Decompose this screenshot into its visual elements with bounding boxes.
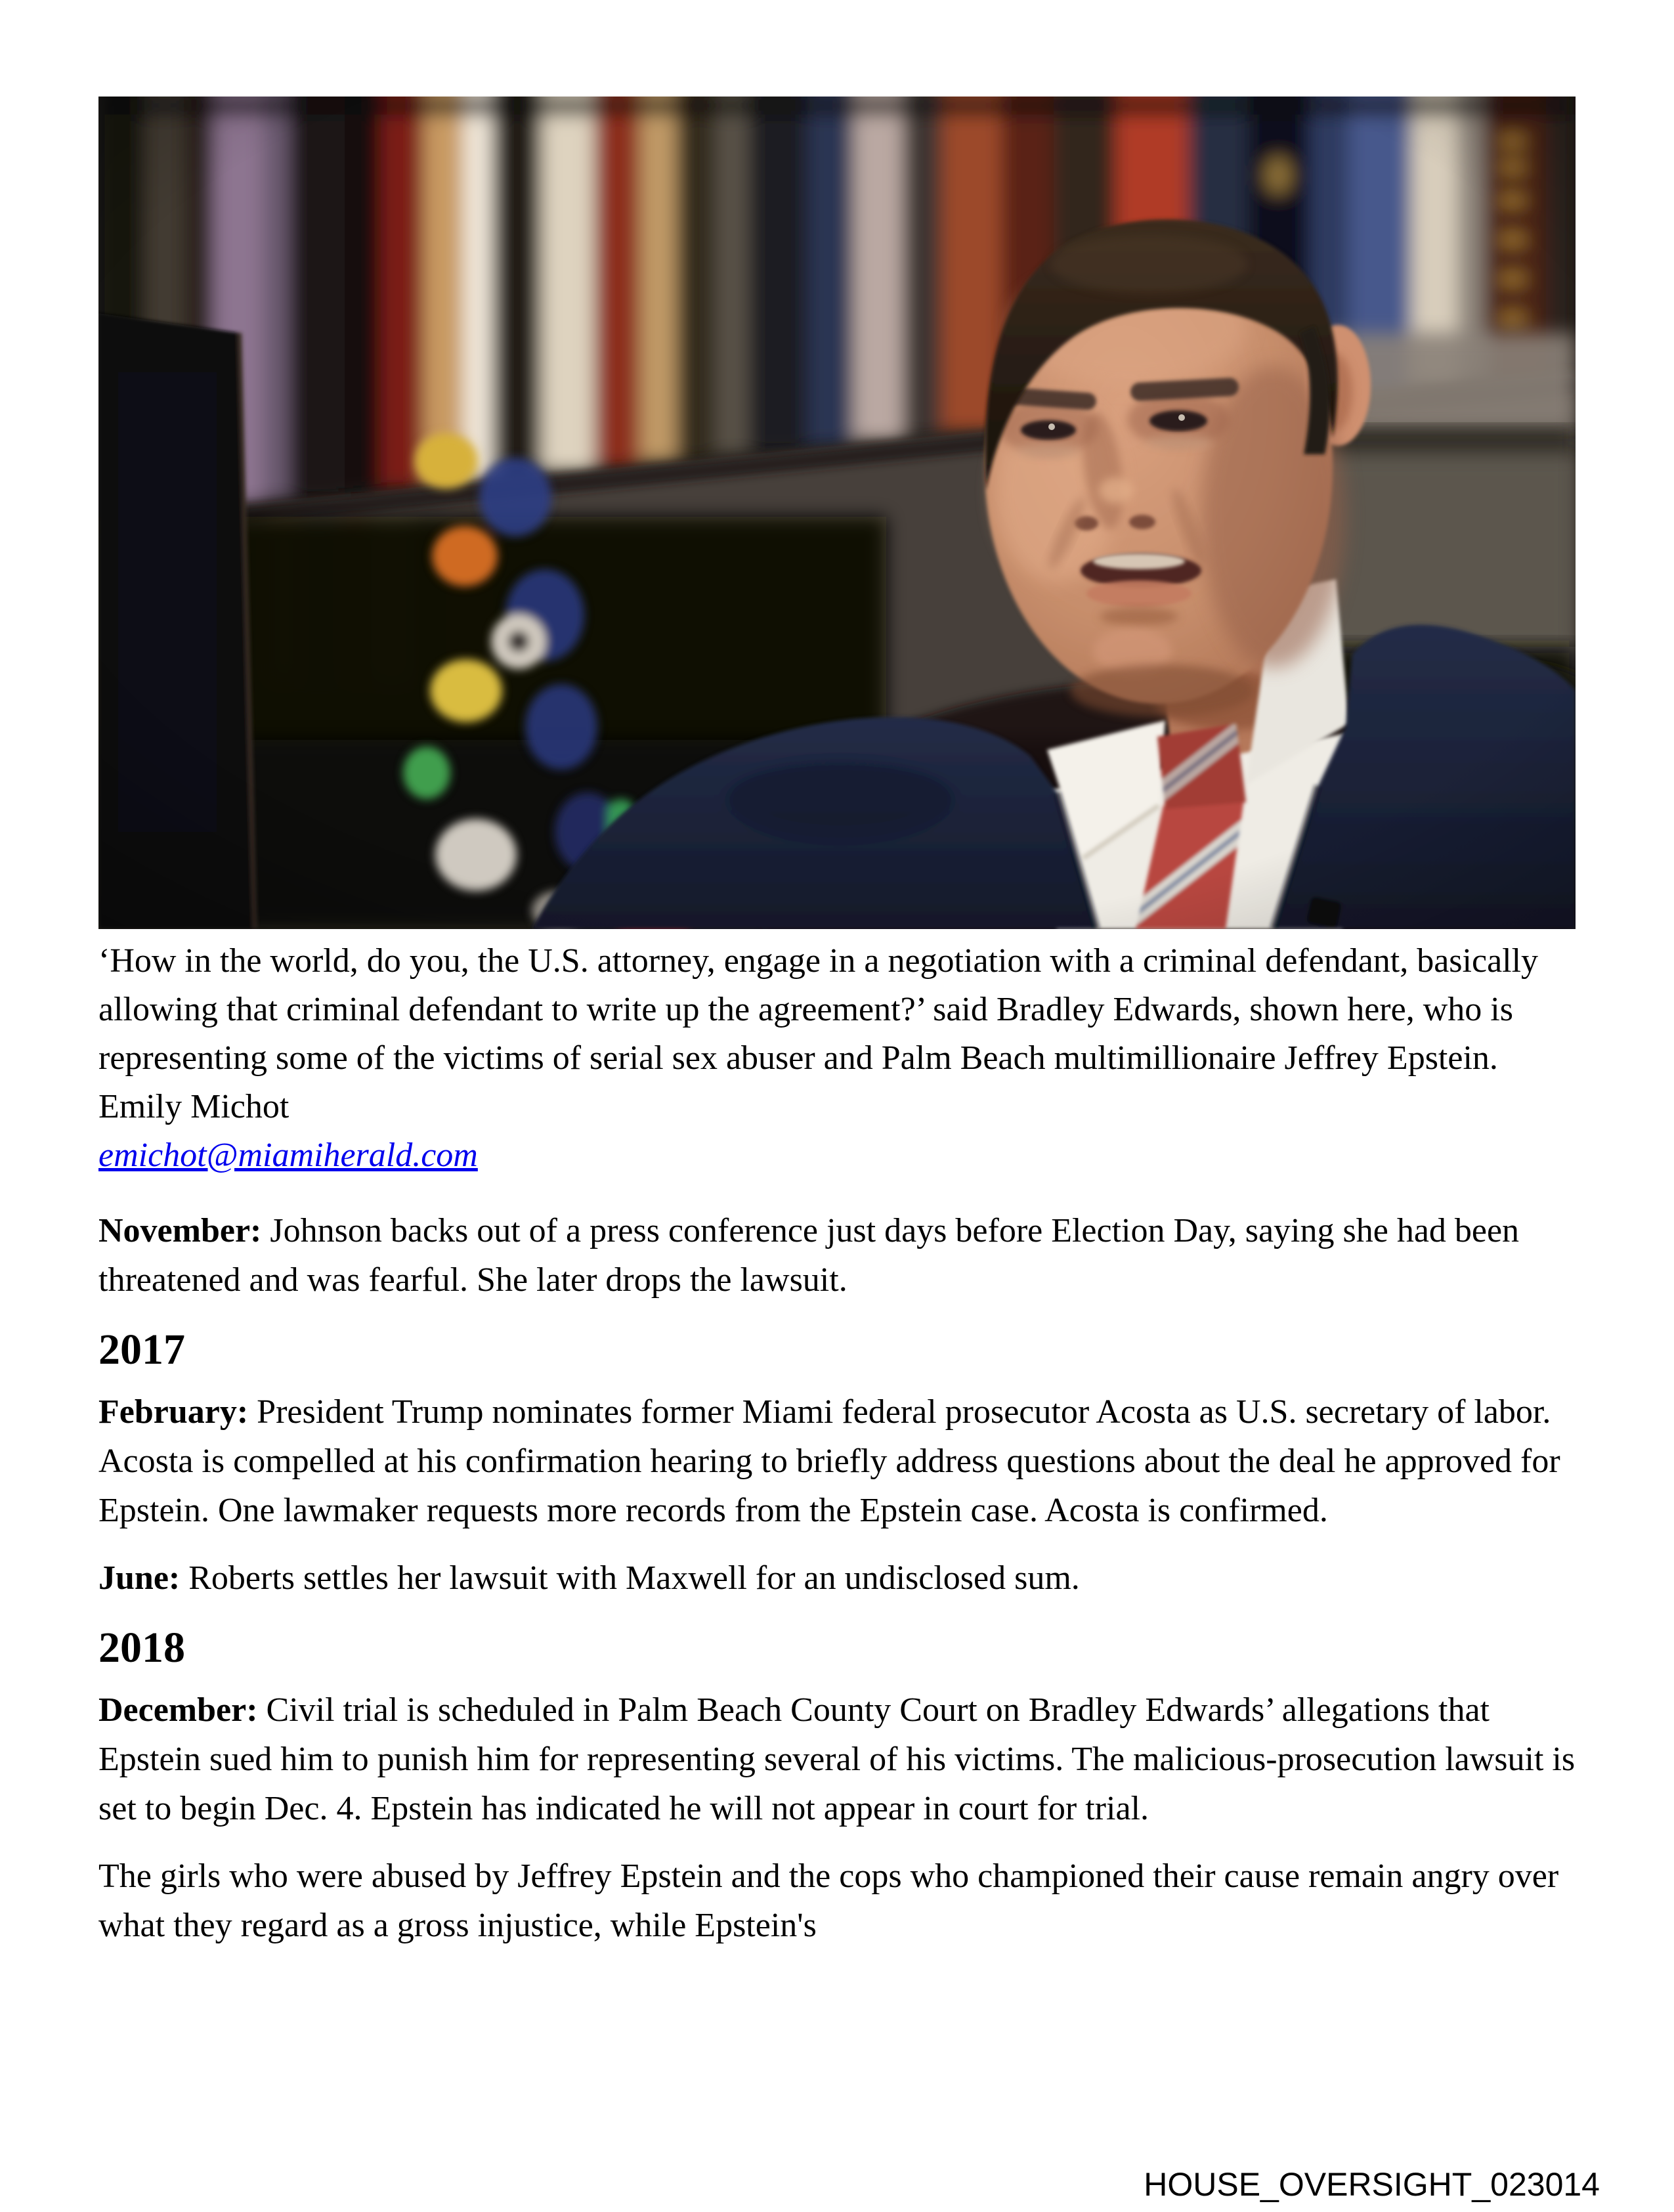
bates-stamp: HOUSE_OVERSIGHT_023014 [1144,2166,1600,2203]
timeline-article [98,1206,1576,1950]
entry-text: Civil trial is scheduled in Palm Beach County Court on Bradley Edwards’ allegations that Epstein sued him to punish him for representing several of his victims. The malicious-prosecution lawsuit is set to begin Dec. 4. Epstein has indicated he will not appear in court for trial. [98,1691,1576,1827]
entry-text: Roberts settles her lawsuit with Maxwell for an undisclosed sum. [188,1559,1080,1597]
entry-text: Johnson backs out of a press conference just days before Election Day, saying she had been threatened and was fearful. She later drops the lawsuit. [98,1212,1520,1299]
article-content [98,97,1576,1950]
photo-caption-text: ‘How in the world, do you, the U.S. attorney, engage in a negotiation with a criminal defendant, basically allowing that criminal defendant to write up the agreement?’ said Bradley Edwards, shown here, who is representing some of the victims of serial sex abuser and Palm Beach multimillionaire Jeffrey Epstein. Emily Michot [98,942,1539,1125]
entry-month-label: December: [98,1691,258,1729]
vignette-overlay [98,97,1576,929]
entry-month-label: November: [98,1212,262,1249]
timeline-entry-december [98,1685,1576,1833]
entry-month-label: February: [98,1393,249,1431]
entry-text: President Trump nominates former Miami federal prosecutor Acosta as U.S. secretary of labor. Acosta is compelled at his confirmation hearing to briefly address questions about the deal he approved for Epstein. One lawmaker requests more records from the Epstein case. Acosta is confirmed. [98,1393,1560,1529]
photo-caption [98,937,1576,1180]
year-heading-2017: 2017 [98,1326,185,1374]
timeline-entry-june [98,1553,1576,1603]
article-figure [98,97,1576,1180]
paragraph-text: The girls who were abused by Jeffrey Epstein and the cops who championed their cause remain angry over what they regard as a gross injustice, while Epstein's [98,1857,1559,1944]
article-photo [98,97,1576,929]
timeline-entry-february [98,1387,1576,1535]
closing-paragraph [98,1852,1576,1950]
caption-email-link[interactable]: emichot@miamiherald.com [98,1137,478,1174]
timeline-entry-november [98,1206,1576,1305]
year-heading-2018: 2018 [98,1624,185,1672]
entry-month-label: June: [98,1559,181,1597]
